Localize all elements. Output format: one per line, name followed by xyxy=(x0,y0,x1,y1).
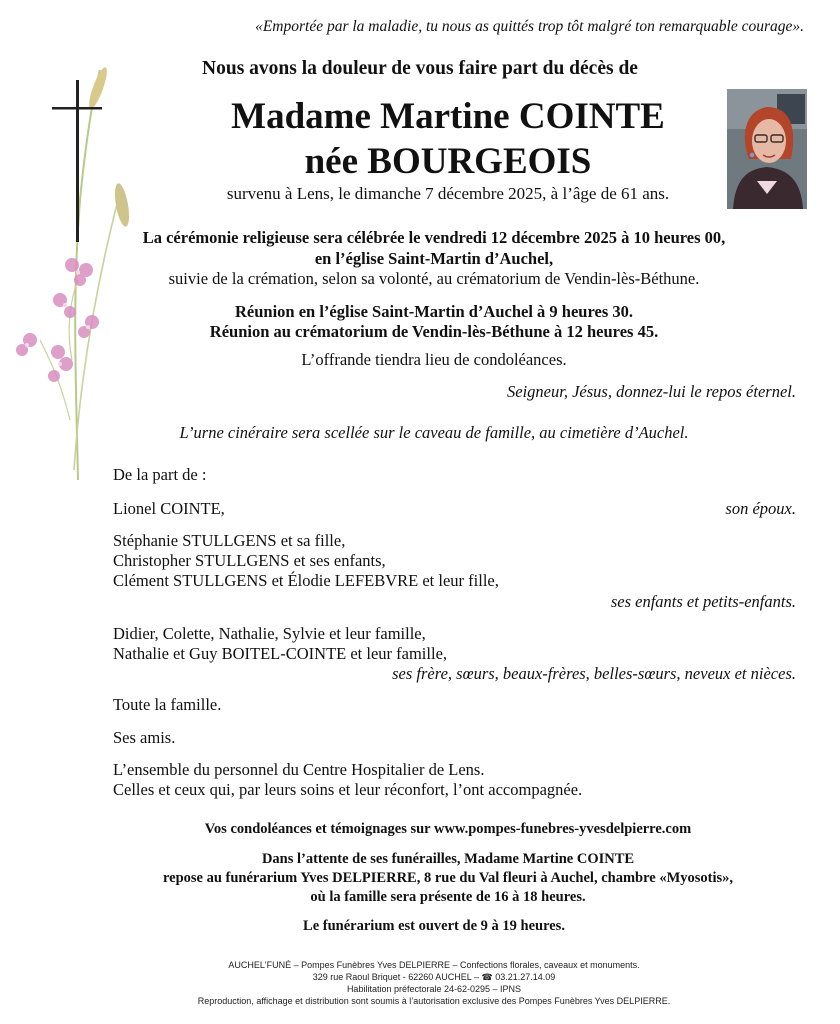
footer-line-3: Habilitation préfectorale 24-62-0295 – IPNS xyxy=(346,984,522,994)
offering-line: L’offrande tiendra lieu de condoléances. xyxy=(301,350,567,369)
sibling-line: Didier, Colette, Nathalie, Sylvie et leur famille, xyxy=(113,624,426,643)
ceremony-line-3: suivie de la crémation, selon sa volonté, au crématorium de Vendin-lès-Béthune. xyxy=(168,269,700,288)
sibling-line: Nathalie et Guy BOITEL-COINTE et leur famille, xyxy=(113,644,448,663)
maiden-name: née BOURGEOIS xyxy=(304,141,592,182)
urn-line: L’urne cinéraire sera scellée sur le caveau de famille, au cimetière d’Auchel. xyxy=(179,423,689,442)
funeral-home-line-3: où la famille sera présente de 16 à 18 heures. xyxy=(310,889,586,905)
child-line: Christopher STULLGENS et ses enfants, xyxy=(113,551,386,570)
staff-line-2: Celles et ceux qui, par leurs soins et leur réconfort, l’ont accompagnée. xyxy=(113,780,583,799)
staff-line-1: L’ensemble du personnel du Centre Hospitalier de Lens. xyxy=(113,760,485,779)
spouse-name: Lionel COINTE, xyxy=(113,499,225,518)
children-relation: ses enfants et petits-enfants. xyxy=(610,592,796,611)
child-line: Clément STULLGENS et Élodie LEFEBVRE et leur fille, xyxy=(113,571,499,590)
death-announcement: survenu à Lens, le dimanche 7 décembre 2025, à l’âge de 61 ans. xyxy=(226,184,670,203)
deceased-name: Madame Martine COINTE xyxy=(231,96,665,137)
meeting-line-2: Réunion au crématorium de Vendin-lès-Béthune à 12 heures 45. xyxy=(209,322,659,341)
epigraph: «Emportée par la maladie, tu nous as quittés trop tôt malgré ton remarquable courage». xyxy=(255,18,804,35)
footer-line-2: 329 rue Raoul Briquet - 62260 AUCHEL – ☎ 03.21.27.14.09 xyxy=(312,972,556,982)
from-label: De la part de : xyxy=(113,465,207,484)
child-line: Stéphanie STULLGENS et sa fille, xyxy=(113,531,346,550)
ceremony-line-2: en l’église Saint-Martin d’Auchel, xyxy=(314,249,554,268)
prayer-line: Seigneur, Jésus, donnez-lui le repos éternel. xyxy=(507,382,796,401)
friends-line: Ses amis. xyxy=(113,728,176,747)
ceremony-line-1: La cérémonie religieuse sera célébrée le vendredi 12 décembre 2025 à 10 heures 00, xyxy=(142,228,726,247)
all-family-line: Toute la famille. xyxy=(113,695,222,714)
siblings-relation: ses frère, sœurs, beaux-frères, belles-sœurs, neveux et nièces. xyxy=(392,664,796,683)
spouse-relation: son époux. xyxy=(725,499,796,518)
intro-line: Nous avons la douleur de vous faire part du décès de xyxy=(202,58,638,79)
opening-hours-line: Le funérarium est ouvert de 9 à 19 heures. xyxy=(303,918,565,934)
meeting-line-1: Réunion en l’église Saint-Martin d’Auchel à 9 heures 30. xyxy=(235,302,633,321)
condolences-line: Vos condoléances et témoignages sur www.pompes-funebres-yvesdelpierre.com xyxy=(204,821,692,837)
funeral-home-line-1: Dans l’attente de ses funérailles, Madame Martine COINTE xyxy=(261,851,635,867)
footer-line-4: Reproduction, affichage et distribution sont soumis à l’autorisation exclusive des Pompes Funèbres Yves DELPIERRE. xyxy=(197,996,671,1006)
footer-line-1: AUCHEL'FUNÉ – Pompes Funèbres Yves DELPIERRE – Confections florales, caveaux et monuments. xyxy=(228,960,640,970)
funeral-home-line-2: repose au funérarium Yves DELPIERRE, 8 rue du Val fleuri à Auchel, chambre «Myosotis», xyxy=(162,870,734,886)
